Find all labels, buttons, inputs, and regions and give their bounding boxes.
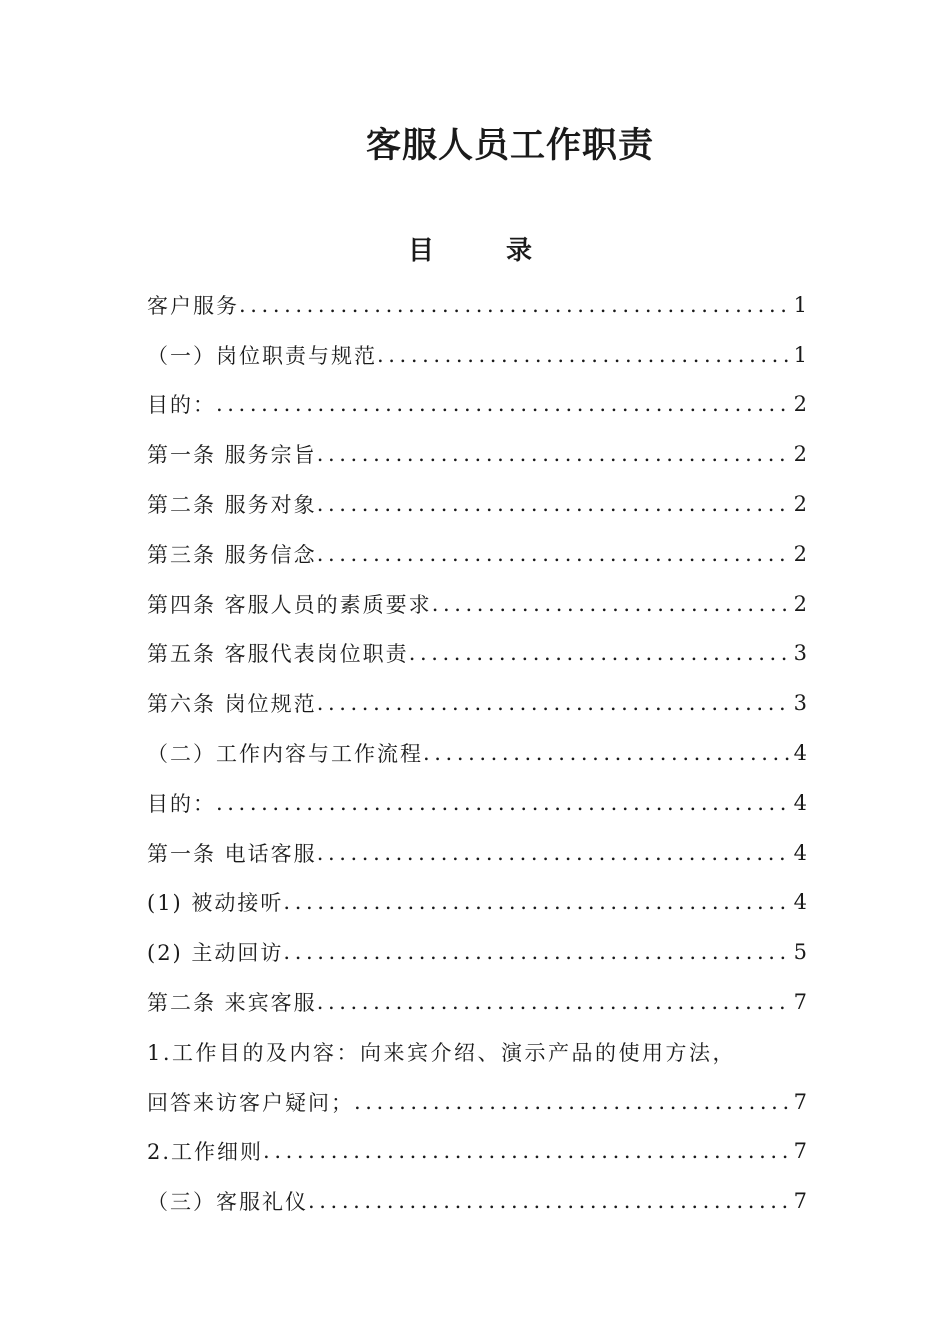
toc-page-number: 2	[793, 591, 807, 616]
toc-entry-text: （三）客服礼仪	[147, 1190, 308, 1215]
toc-page-number: 1	[793, 292, 807, 317]
toc-entry-customer-service[interactable]	[147, 280, 807, 330]
toc-entry-article-5[interactable]	[147, 629, 807, 679]
toc-entry-text: （一）岗位职责与规范	[147, 343, 377, 368]
toc-entry-section-3[interactable]	[147, 1176, 807, 1226]
toc-page-number: 4	[793, 890, 807, 915]
toc-page-number: 3	[793, 641, 807, 666]
toc-entry-text: 第三条 服务信念	[147, 542, 317, 567]
toc-page-number: 1	[793, 342, 807, 367]
toc-dot-leader	[283, 940, 791, 964]
toc-entry-section-1[interactable]	[147, 330, 807, 380]
toc-page-number: 7	[793, 1189, 807, 1214]
document-title: 客服人员工作职责	[365, 125, 654, 166]
toc-entry-article-6[interactable]	[147, 678, 807, 728]
toc-entry-text: (1) 被动接听	[147, 891, 284, 916]
toc-entry-text: 第一条 服务宗旨	[147, 443, 317, 468]
toc-entry-visitor-service[interactable]	[147, 977, 807, 1027]
toc-page-number: 4	[793, 790, 807, 815]
toc-entry-article-4[interactable]	[147, 579, 807, 629]
toc-entry-text: 第二条 服务对象	[147, 493, 317, 518]
toc-entry-article-2[interactable]	[147, 479, 807, 529]
toc-dot-leader	[423, 741, 792, 765]
toc-page-number: 7	[793, 1139, 807, 1164]
toc-entry-article-3[interactable]	[147, 529, 807, 579]
toc-dot-leader	[216, 791, 792, 815]
toc-dot-leader	[317, 442, 792, 466]
toc-page-number: 4	[793, 741, 807, 766]
toc-entry-work-purpose-continued[interactable]	[147, 1077, 807, 1127]
toc-page-number: 5	[793, 940, 807, 965]
toc-entry-work-details[interactable]	[147, 1127, 807, 1177]
toc-entry-text: (2) 主动回访	[147, 941, 284, 966]
toc-entry-text: 1.工作目的及内容：向来宾介绍、演示产品的使用方法，	[147, 1040, 737, 1065]
toc-page-number: 2	[793, 392, 807, 417]
table-of-contents	[147, 280, 807, 1226]
toc-entry-text: 回答来访客户疑问；	[147, 1090, 354, 1115]
toc-entry-text: 第一条 电话客服	[147, 841, 317, 866]
toc-dot-leader	[354, 1090, 792, 1114]
toc-page-number: 4	[793, 840, 807, 865]
toc-page-number: 7	[793, 1089, 807, 1114]
toc-page-number: 2	[793, 492, 807, 517]
toc-entry-purpose-2[interactable]	[147, 778, 807, 828]
toc-dot-leader	[308, 1189, 792, 1213]
toc-entry-text: 第六条 岗位规范	[147, 692, 317, 717]
toc-entry-text: 目的：	[147, 791, 216, 816]
toc-entry-work-purpose[interactable]	[147, 1027, 807, 1077]
toc-page-number: 7	[793, 990, 807, 1015]
toc-dot-leader	[432, 592, 792, 616]
toc-dot-leader	[216, 392, 792, 416]
toc-entry-text: 客户服务	[147, 293, 239, 318]
toc-dot-leader	[317, 990, 792, 1014]
toc-entry-text: 2.工作细则	[147, 1140, 264, 1165]
toc-entry-phone-service[interactable]	[147, 828, 807, 878]
toc-page-number: 3	[793, 691, 807, 716]
toc-dot-leader	[317, 841, 792, 865]
toc-page-number: 2	[793, 442, 807, 467]
toc-entry-passive-answer[interactable]	[147, 878, 807, 928]
toc-entry-article-1[interactable]	[147, 429, 807, 479]
toc-entry-text: 第五条 客服代表岗位职责	[147, 642, 409, 667]
toc-dot-leader	[317, 542, 792, 566]
toc-entry-text: 第四条 客服人员的素质要求	[147, 592, 432, 617]
toc-dot-leader	[263, 1139, 792, 1163]
toc-entry-section-2[interactable]	[147, 728, 807, 778]
toc-dot-leader	[409, 641, 792, 665]
toc-heading: 目录	[407, 236, 604, 266]
toc-page-number: 2	[793, 541, 807, 566]
toc-entry-text: 目的：	[147, 393, 216, 418]
toc-dot-leader	[283, 890, 791, 914]
toc-dot-leader	[377, 343, 792, 367]
toc-entry-text: 第二条 来宾客服	[147, 991, 317, 1016]
toc-entry-text: （二）工作内容与工作流程	[147, 742, 423, 767]
toc-dot-leader	[317, 691, 792, 715]
toc-dot-leader	[239, 293, 792, 317]
toc-entry-purpose-1[interactable]	[147, 380, 807, 430]
toc-entry-active-revisit[interactable]	[147, 927, 807, 977]
toc-dot-leader	[317, 492, 792, 516]
